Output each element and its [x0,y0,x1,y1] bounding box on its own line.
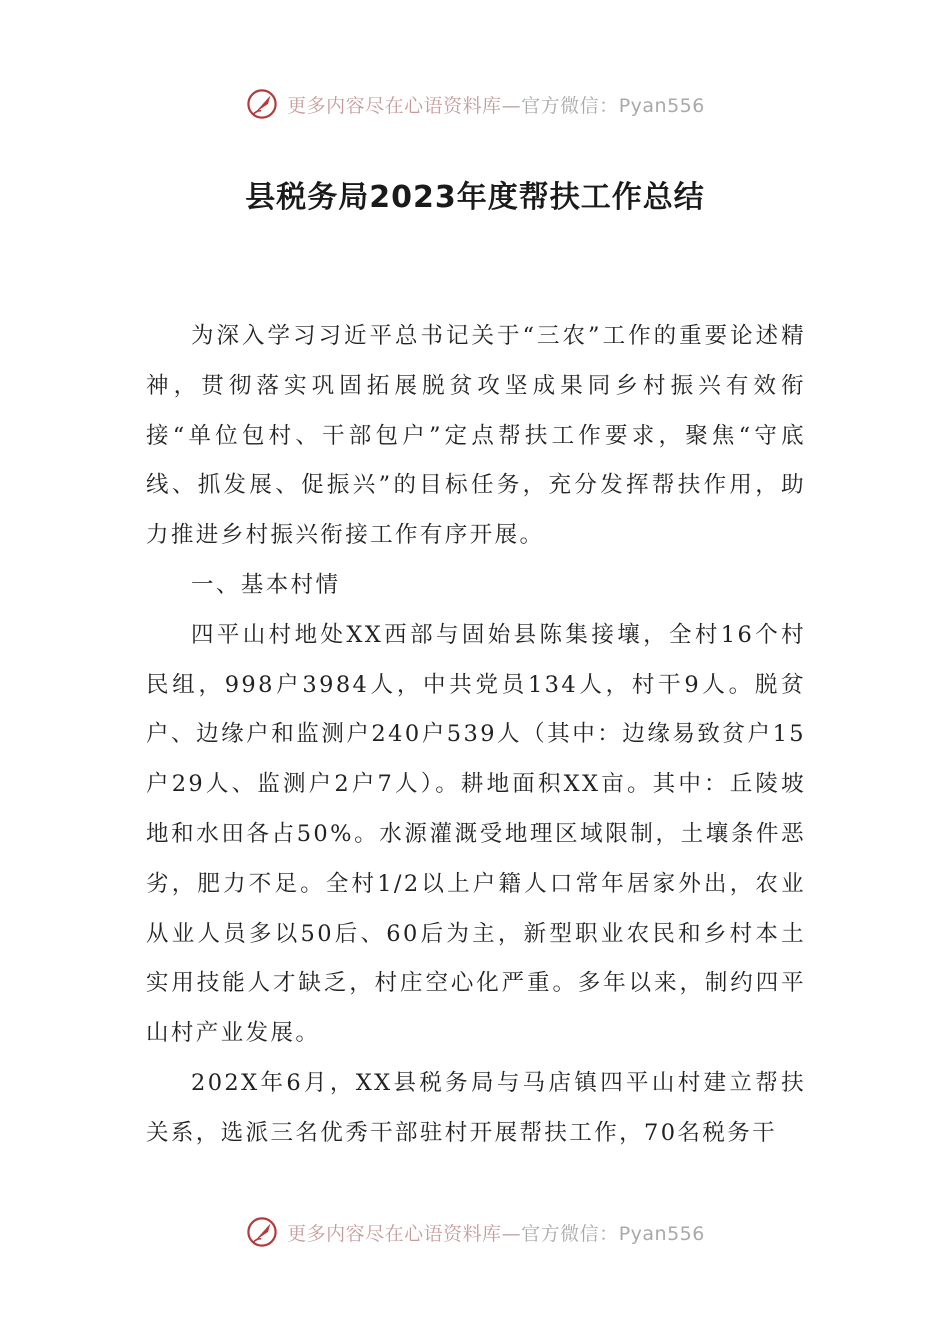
watermark-main-text: 更多内容尽在心语资料库 [287,1222,502,1245]
paragraph-assistance-relation: 202X年6月，XX县税务局与马店镇四平山村建立帮扶关系，选派三名优秀干部驻村开展帮扶工作，70名税务干 [146,1069,806,1146]
document-title: 县税务局2023年度帮扶工作总结 [245,180,705,215]
watermark-dash: — [501,94,522,117]
footer-watermark [0,1212,950,1252]
paragraph-intro: 为深入学习习近平总书记关于“三农”工作的重要论述精神，贯彻落实巩固拓展脱贫攻坚成果同乡村振兴有效衔接“单位包村、干部包户”定点帮扶工作要求，聚焦“守底线、抓发展、促振兴”的目标任务，充分发挥帮扶作用，助力推进乡村振兴衔接工作有序开展。 [146,323,806,549]
watermark-text [287,1219,705,1246]
watermark-text [287,91,705,118]
document-body [146,312,806,1159]
watermark-wechat-label: 官方微信： [521,1222,619,1245]
paragraph-village-info: 四平山村地处XX西部与固始县陈集接壤，全村16个村民组，998户3984人，中共党员134人，村干9人。脱贫户、边缘户和监测户240户539人（其中：边缘易致贫户15户29人、监测户2户7人）。耕地面积XX亩。其中：丘陵坡地和水田各占50%。水源灌溉受地理区域限制，土壤条件恶劣，肥力不足。全村1/2以上户籍人口常年居家外出，农业从业人员多以50后、60后为主，新型职业农民和乡村本土实用技能人才缺乏，村庄空心化严重。多年以来，制约四平山村产业发展。 [146,621,806,1047]
watermark-wechat-label: 官方微信： [521,94,619,117]
header-watermark [0,84,950,124]
quill-pen-seal-icon [245,1215,279,1249]
quill-pen-seal-icon [245,87,279,121]
watermark-dash: — [501,1222,522,1245]
section-heading-basic-village-info: 一、基本村情 [191,571,341,598]
watermark-main-text: 更多内容尽在心语资料库 [287,94,502,117]
watermark-wechat-id: Pyan556 [618,1222,705,1245]
watermark-wechat-id: Pyan556 [618,94,705,117]
